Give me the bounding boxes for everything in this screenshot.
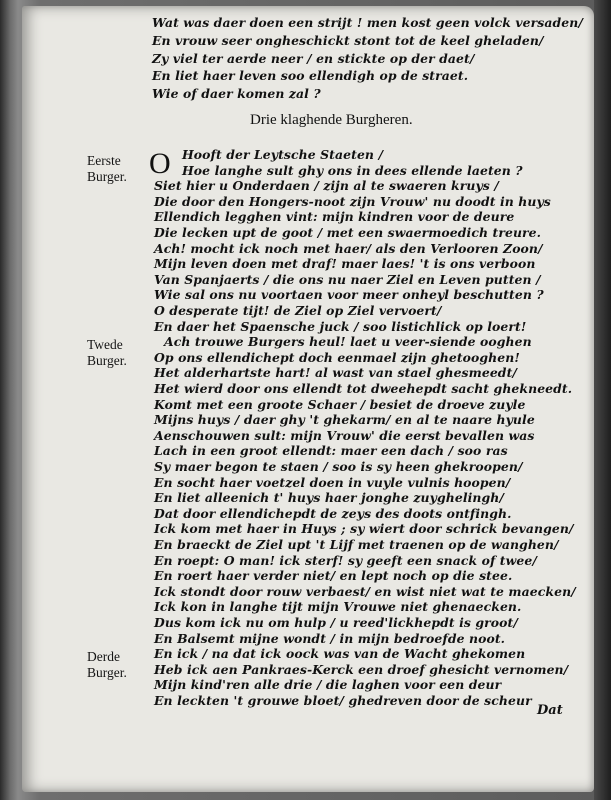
verse-line: Het alderhartste hart! al wast van stael ghesmeedt/ <box>154 365 518 381</box>
book-edge <box>594 0 611 800</box>
verse-line: Lach in een groot ellendt: maer een dach / soo ras <box>154 443 508 459</box>
verse-line: Mijn leven doen met draf! maer laes! 't is ons verboon <box>154 256 536 272</box>
verse-line: Ach trouwe Burgers heul! laet u veer-siende ooghen <box>164 334 532 350</box>
verse-line: Het wierd door ons ellendt tot dweehepdt sacht ghekneedt. <box>154 381 573 396</box>
top-line: En liet haer leven soo ellendigh op de straet. <box>152 68 469 83</box>
section-heading: Drie klaghende Burgheren. <box>250 112 413 128</box>
verse-line: Komt met een groote Schaer / besiet de droeve zuyle <box>154 396 526 412</box>
speaker-label-second: Twede Burger. <box>87 337 127 368</box>
verse-line: O desperate tijt! de Ziel op Ziel vervoert/ <box>154 303 442 318</box>
verse-line: En ick / na dat ick oock was van de Wacht ghekomen <box>154 646 526 662</box>
verse-line: Die door den Hongers-noot zijn Vrouw' nu doodt in huys <box>154 193 551 209</box>
verse-line: Van Spanjaerts / die ons nu naer Ziel en Leven putten / <box>154 271 541 287</box>
verse-line: Wie sal ons nu voortaen voor meer onheyl beschutten ? <box>154 287 544 303</box>
verse-line: Heb ick aen Pankraes-Kerck een droef ghesicht vernomen/ <box>154 661 569 677</box>
verse-line: Mijns huys / daer ghy 't ghekarm/ en al te naare hyule <box>154 412 535 428</box>
verse-line: Sy maer begon te staen / soo is sy heen ghekroopen/ <box>154 459 523 474</box>
top-line: Zy viel ter aerde neer / en stickte op der daet/ <box>152 51 475 66</box>
verse-line: Op ons ellendichept doch eenmael zijn ghetooghen! <box>154 349 520 365</box>
verse-line: En roept: O man! ick sterf! sy geeft een snack of twee/ <box>154 552 537 568</box>
verse-line: Hooft der Leytsche Staeten / <box>182 147 384 162</box>
verse-line: En liet alleenich t' huys haer jonghe zuyghelingh/ <box>154 490 505 506</box>
verse-line: Ick kom met haer in Huys ; sy wiert door schrick bevangen/ <box>154 521 574 537</box>
drop-cap: O <box>149 147 171 180</box>
top-line: Wat was daer doen een strijt ! men kost geen volck versaden/ <box>152 15 583 30</box>
verse-line: Ellendich legghen vint: mijn kindren voor de deure <box>154 209 515 225</box>
verse-line: En braeckt de Ziel upt 't Lijf met traenen op de wanghen/ <box>154 537 559 552</box>
verse-line: Hoe langhe sult ghy ons in dees ellende laeten ? <box>182 162 523 178</box>
verse-line: Mijn kind'ren alle drie / die laghen voor een deur <box>154 677 502 693</box>
verse-line: En daer het Spaensche juck / soo listichlick op loert! <box>154 318 527 334</box>
verse-line: Aenschouwen sult: mijn Vrouw' die eerst bevallen was <box>154 427 535 443</box>
verse-line: Dat door ellendichepdt de zeys des doots ontfingh. <box>154 505 512 521</box>
verse-line: En roert haer verder niet/ en lept noch op die stee. <box>154 568 513 584</box>
verse-line: Ick stondt door rouw verbaest/ en wist niet wat te maecken/ <box>154 583 576 599</box>
verse-line: En Balsemt mijne wondt / in mijn bedroefde noot. <box>154 630 506 646</box>
verse-line: En socht haer voetzel doen in vuyle vulnis hoopen/ <box>154 474 511 490</box>
speaker-label-third: Derde Burger. <box>87 649 127 680</box>
verse-line: Ick kon in langhe tijt mijn Vrouwe niet ghenaecken. <box>154 599 522 615</box>
top-line: En vrouw seer ongheschickt stont tot de keel gheladen/ <box>152 33 544 48</box>
verse-line: Ach! mocht ick noch met haer/ als den Verlooren Zoon/ <box>154 240 543 256</box>
speaker-label-first: Eerste Burger. <box>87 153 127 184</box>
verse-line: En leckten 't grouwe bloet/ ghedreven door de scheur <box>154 693 532 708</box>
catchword: Dat <box>537 703 563 718</box>
verse-line: Die lecken upt de goot / met een swaermoedich treure. <box>154 225 542 240</box>
top-line: Wie of daer komen zal ? <box>152 86 321 101</box>
book-page <box>22 6 594 792</box>
verse-line: Dus kom ick nu om hulp / u reed'lickhepdt is groot/ <box>154 615 518 630</box>
verse-line: Siet hier u Onderdaen / zijn al te swaeren kruys / <box>154 178 499 194</box>
